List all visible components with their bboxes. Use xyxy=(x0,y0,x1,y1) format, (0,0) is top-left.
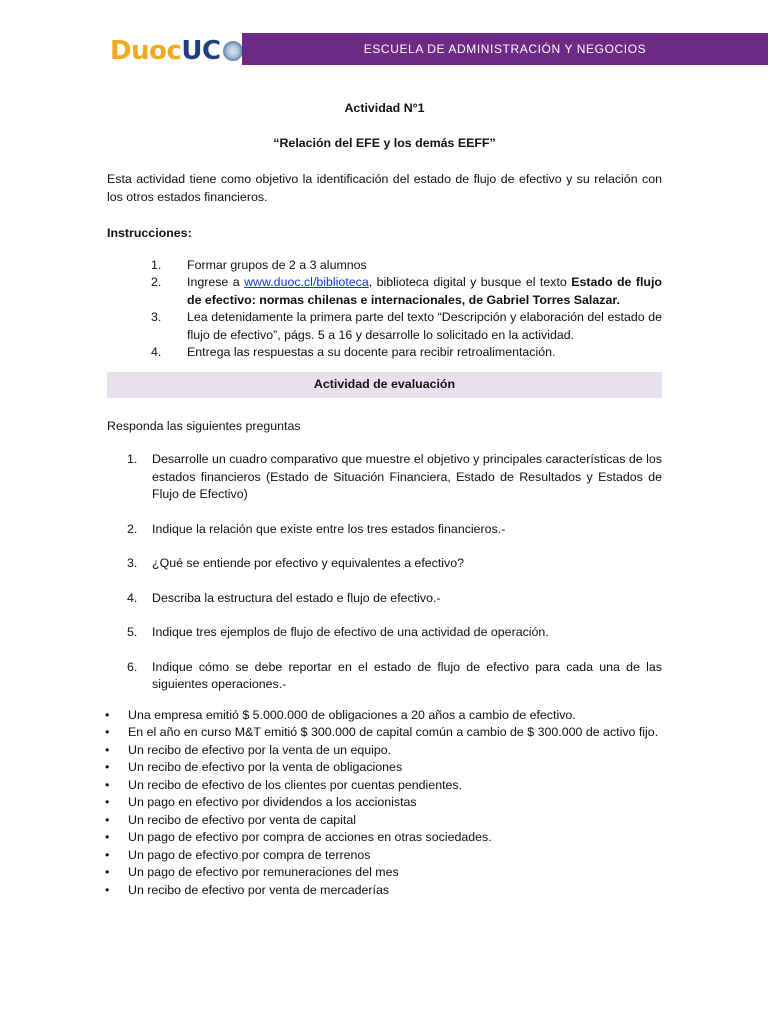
instructions-heading: Instrucciones: xyxy=(107,226,192,240)
question-number: 3. xyxy=(127,556,138,570)
question-item xyxy=(107,590,662,608)
instruction-item xyxy=(107,309,662,344)
list-item-text: Un recibo de efectivo por la venta de un equipo. xyxy=(128,742,392,757)
page-header xyxy=(0,28,768,68)
list-item-text: Un pago de efectivo por remuneraciones del mes xyxy=(128,865,399,879)
list-item-text: Una empresa emitió $ 5.000.000 de obligaciones a 20 años a cambio de efectivo. xyxy=(128,707,576,722)
list-item xyxy=(105,829,660,847)
list-item xyxy=(105,724,660,742)
question-item xyxy=(107,624,662,642)
instruction-item xyxy=(107,344,662,362)
list-item xyxy=(105,759,660,777)
question-number: 1. xyxy=(127,452,138,466)
bullet-icon: • xyxy=(105,830,110,844)
question-number: 5. xyxy=(127,625,138,639)
list-item-text: Un pago en efectivo por dividendos a los accionistas xyxy=(128,795,417,809)
bullet-icon: • xyxy=(105,742,110,757)
page-title: Actividad N°1 xyxy=(344,101,425,115)
instruction-number: 1. xyxy=(151,257,162,272)
instruction-number: 3. xyxy=(151,310,162,324)
bullet-icon: • xyxy=(105,847,110,862)
list-item xyxy=(105,882,660,900)
question-number: 4. xyxy=(127,590,138,605)
list-item xyxy=(105,794,660,812)
list-item xyxy=(105,847,660,865)
list-item-text: Un pago de efectivo por compra de acciones en otras sociedades. xyxy=(128,830,492,844)
library-link[interactable]: www.duoc.cl/biblioteca xyxy=(244,275,369,289)
evaluation-heading: Actividad de evaluación xyxy=(107,372,662,398)
bullet-icon: • xyxy=(105,865,110,879)
list-item xyxy=(105,864,660,882)
book-title: Estado de flujo de efectivo: normas chilenas e internacionales, de Gabriel Torres Salazar. xyxy=(187,275,663,307)
list-item-text: Un recibo de efectivo por venta de mercaderías xyxy=(128,882,390,897)
question-item xyxy=(107,555,662,573)
list-item-text: Un recibo de efectivo por la venta de obligaciones xyxy=(128,760,403,774)
instruction-number: 4. xyxy=(151,345,162,359)
bullet-icon: • xyxy=(105,812,110,827)
logo-text-duoc: Duoc xyxy=(110,36,182,66)
instruction-text-mid: , biblioteca digital y busque el texto xyxy=(368,275,572,289)
question-text: ¿Qué se entiende por efectivo y equivalentes a efectivo? xyxy=(152,556,465,570)
school-banner: ESCUELA DE ADMINISTRACIÓN Y NEGOCIOS xyxy=(242,33,768,65)
question-item xyxy=(107,451,662,504)
seal-icon xyxy=(223,41,243,61)
instruction-text: Formar grupos de 2 a 3 alumnos xyxy=(187,257,367,272)
question-text: Indique tres ejemplos de flujo de efectivo de una actividad de operación. xyxy=(152,625,549,639)
bullet-icon: • xyxy=(105,882,110,897)
list-item xyxy=(105,777,660,795)
question-text: Indique la relación que existe entre los tres estados financieros.- xyxy=(152,521,506,536)
question-text: Describa la estructura del estado e flujo de efectivo.- xyxy=(152,590,441,605)
instruction-number: 2. xyxy=(151,275,162,289)
instruction-text-pre: Ingrese a xyxy=(187,275,245,289)
bullet-icon: • xyxy=(105,707,110,722)
bullet-icon: • xyxy=(105,777,110,792)
question-text: Indique cómo se debe reportar en el estado de flujo de efectivo para cada una de las siguientes operaciones.- xyxy=(152,659,662,691)
list-item-text: Un recibo de efectivo por venta de capital xyxy=(128,812,356,827)
question-number: 6. xyxy=(127,659,138,674)
bullet-icon: • xyxy=(105,795,110,809)
instructions-list xyxy=(107,257,662,362)
questions-prompt: Responda las siguientes preguntas xyxy=(107,418,301,433)
list-item xyxy=(105,742,660,760)
question-item xyxy=(107,659,662,694)
list-item xyxy=(105,812,660,830)
instruction-text: Lea detenidamente la primera parte del texto “Descripción y elaboración del estado de flujo de efectivo”, págs. 5 a 16 y desarrolle lo solicitado en la actividad. xyxy=(187,310,662,342)
page-subtitle: “Relación del EFE y los demás EEFF” xyxy=(273,135,496,150)
questions-list xyxy=(107,451,662,694)
question-item xyxy=(107,521,662,539)
logo-text-uc: UC xyxy=(181,36,221,66)
bullet-icon: • xyxy=(105,760,110,774)
bullet-icon: • xyxy=(105,725,110,739)
list-item-text: Un pago de efectivo por compra de terrenos xyxy=(128,847,371,862)
question-number: 2. xyxy=(127,521,138,536)
instruction-text: Entrega las respuestas a su docente para recibir retroalimentación. xyxy=(187,345,556,359)
question-text: Desarrolle un cuadro comparativo que muestre el objetivo y principales características de los estados financieros (Estado de Situación Financiera, Estado de Resultados y Estados de Flujo de Efectivo) xyxy=(152,452,662,501)
duocuc-logo xyxy=(110,36,243,66)
list-item xyxy=(105,707,660,725)
document-body xyxy=(107,100,662,899)
list-item-text: Un recibo de efectivo de los clientes por cuentas pendientes. xyxy=(128,777,463,792)
instruction-item xyxy=(107,257,662,275)
intro-paragraph: Esta actividad tiene como objetivo la identificación del estado de flujo de efectivo y su relación con los otros estados financieros. xyxy=(107,172,662,204)
instruction-item xyxy=(107,274,662,309)
operations-list xyxy=(105,707,660,900)
list-item-text: En el año en curso M&T emitió $ 300.000 de capital común a cambio de $ 300.000 de activo fijo. xyxy=(128,725,659,739)
